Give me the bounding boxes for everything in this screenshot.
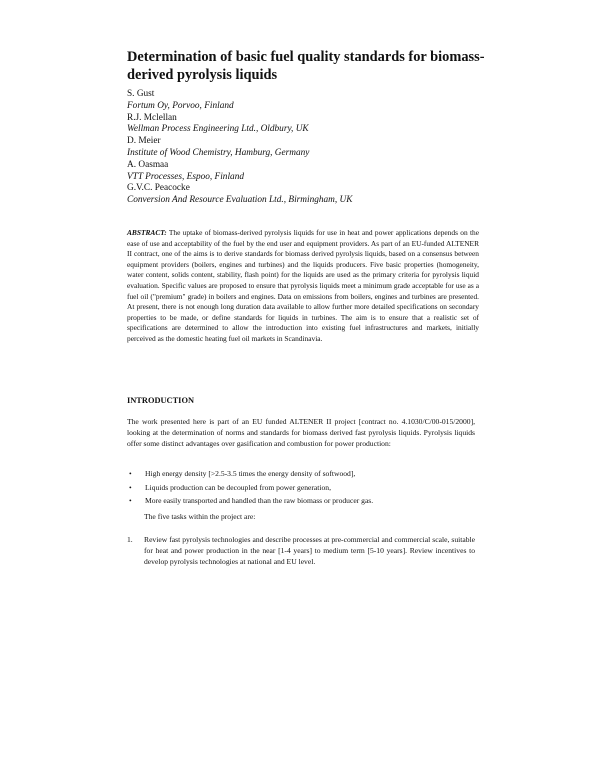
list-item-text: Liquids production can be decoupled from power generation, <box>145 482 331 492</box>
author-name: A. Oasmaa <box>127 159 169 170</box>
task-item <box>127 534 475 568</box>
list-item <box>127 467 475 481</box>
list-item-text: High energy density [>2.5-3.5 times the energy density of softwood], <box>145 469 356 478</box>
bullet-icon: • <box>129 496 132 505</box>
author-name: S. Gust <box>127 89 155 99</box>
author-name: G.V.C. Peacocke <box>127 183 190 194</box>
section-heading-introduction: INTRODUCTION <box>127 396 195 405</box>
author-list <box>127 89 487 207</box>
author-affiliation: Institute of Wood Chemistry, Hamburg, Germany <box>127 147 310 158</box>
abstract-text: The uptake of biomass-derived pyrolysis liquids for use in heat and power applications depends on the ease of use and acceptability of the fuel by the end user and equipment providers. As part of an EU-funded ALTENER II contract, one of the aims is to derive standards for biomass derived pyrolysis liquids, based on a consensus between equipment providers (boilers, engines and turbines) and the liquids producers. Five basic properties (homogeneity, water content, solids content, stability, flash point) for the liquids are used as the primary criteria for pyrolysis liquid evaluation. Specific values are proposed to ensure that pyrolysis liquids meet a minimum grade acceptable for use as a fuel oil ("premium" grade) in boilers and engines. Data on emissions from boilers, engines and turbines are presented. At present, there is not enough long duration data available to allow further more detailed specifications on secondary properties to be made, or define standards for liquids in turbines. The aim is to ensure that a realistic set of specifications are determined to allow the introduction into existing fuel infrastructures and markets, initially perceived as the domestic heating fuel oil markets in Scandinavia. <box>127 228 479 343</box>
task-text: Review fast pyrolysis technologies and describe processes at pre-commercial and commercial scale, suitable for heat and power production in the near [1-4 years] to medium term [5-10 years]. Review incentives to develop pyrolysis technologies at national and EU level. <box>144 535 475 567</box>
author-name: R.J. Mclellan <box>127 112 177 123</box>
author-affiliation: Fortum Oy, Porvoo, Finland <box>127 100 234 111</box>
tasks-intro: The five tasks within the project are: <box>144 512 256 521</box>
author-name: D. Meier <box>127 136 161 147</box>
advantages-list <box>127 467 475 508</box>
list-item-text: More easily transported and handled than the raw biomass or producer gas. <box>145 496 374 505</box>
author-affiliation: VTT Processes, Espoo, Finland <box>127 171 244 182</box>
tasks-list <box>127 534 475 568</box>
list-item <box>127 481 475 495</box>
author-affiliation: Wellman Process Engineering Ltd., Oldbury, UK <box>127 124 309 135</box>
bullet-icon: • <box>129 482 132 492</box>
author-affiliation: Conversion And Resource Evaluation Ltd., Birmingham, UK <box>127 195 353 206</box>
intro-paragraph: The work presented here is part of an EU funded ALTENER II project [contract no. 4.1030/C/00-015/2000], looking at the determination of norms and standards for biomass derived fast pyrolysis liquids. Pyrolysis liquids offer some distinct advantages over gasification and combustion for power production: <box>127 417 475 449</box>
abstract-label: ABSTRACT: <box>127 228 167 237</box>
bullet-icon: • <box>129 469 132 478</box>
list-item <box>127 494 475 508</box>
task-number: 1. <box>127 535 133 544</box>
abstract <box>127 228 479 345</box>
paper-title: Determination of basic fuel quality standards for biomass-derived pyrolysis liquids <box>127 49 485 83</box>
